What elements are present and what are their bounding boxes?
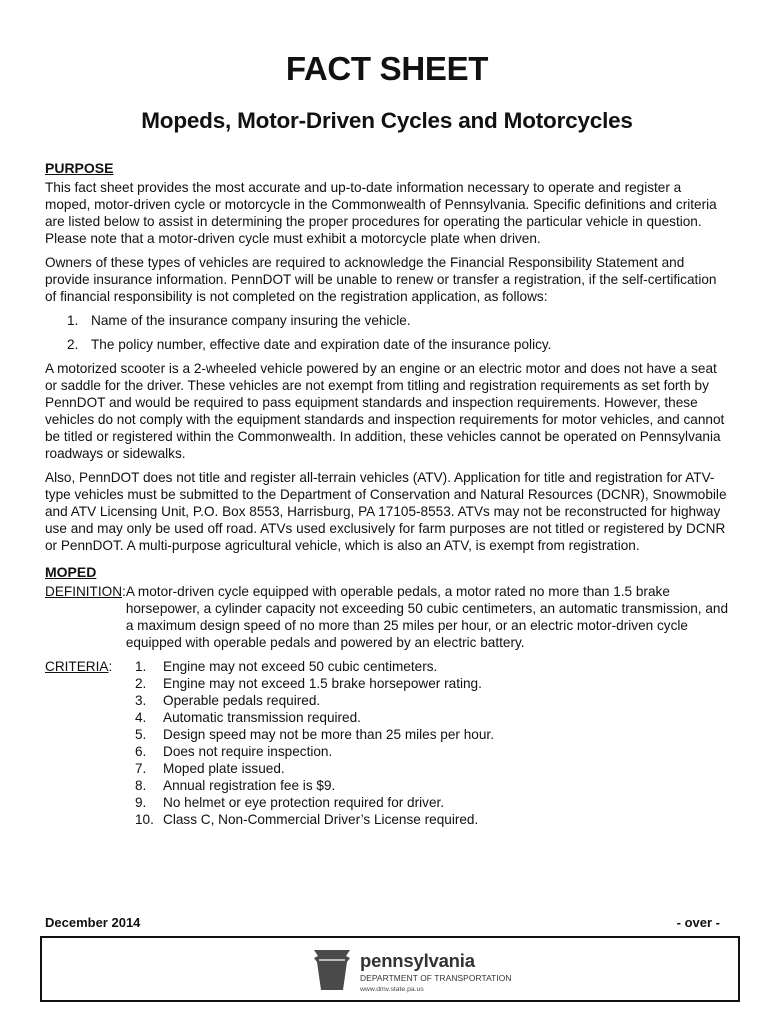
list-item: 8. Annual registration fee is $9. bbox=[135, 778, 336, 793]
moped-criteria: CRITERIA: 1. Engine may not exceed 50 cubic centimeters. 2. Engine may not exceed 1.5 brake horsepower rating. 3. Operable pedals required. 4. Automatic transmission required. 5. Design speed may not be more than 25 miles per hour. 6. Does not require inspection. 7. Moped plate issued. 8. Annual registration fee is $9. 9. No helmet or eye protection required for driver. 10. Class C, Non-Commercial Driver’s License required. bbox=[45, 659, 494, 827]
list-item: 7. Moped plate issued. bbox=[135, 761, 285, 776]
list-item: 1. Engine may not exceed 50 cubic centimeters. bbox=[135, 659, 438, 674]
purpose-paragraph-1: This fact sheet provides the most accurate and up-to-date information necessary to operate and register a moped, motor-driven cycle or motorcycle in the Commonwealth of Pennsylvania. Specific definitions and criteria are listed below to assist in determining the proper procedures for operating the particular vehicle in question. Please note that a motor-driven cycle must exhibit a motorcycle plate when driven. bbox=[45, 180, 717, 246]
list-item: 3. Operable pedals required. bbox=[135, 693, 321, 708]
list-item: 2. Engine may not exceed 1.5 brake horsepower rating. bbox=[135, 676, 482, 691]
purpose-paragraph-3: A motorized scooter is a 2-wheeled vehicle powered by an engine or an electric motor and does not have a seat or saddle for the driver. These vehicles are not exempt from titling and registration requirements as set forth by PennDOT and would be required to pass equipment standards and inspection requirements. However, these vehicles do not comply with the equipment standards and inspection requirements for motor vehicles, and cannot be titled or registered within the Commonwealth. In addition, these vehicles cannot be operated on Pennsylvania roadways or sidewalks. bbox=[45, 361, 725, 461]
list-item: 5. Design speed may not be more than 25 miles per hour. bbox=[135, 727, 494, 742]
list-item: 10. Class C, Non-Commercial Driver’s License required. bbox=[135, 812, 479, 827]
list-item: 4. Automatic transmission required. bbox=[135, 710, 361, 725]
document-body bbox=[45, 160, 729, 828]
list-item: 6. Does not require inspection. bbox=[135, 744, 333, 759]
footer-over: - over - bbox=[676, 915, 720, 930]
page-subtitle: Mopeds, Motor-Driven Cycles and Motorcycles bbox=[141, 108, 633, 133]
definition-text: A motor-driven cycle equipped with operable pedals, a motor rated no more than 1.5 brake horsepower, a cylinder capacity not exceeding 50 cubic centimeters, an automatic transmission, and a maximum design speed of no more than 25 miles per hour, or an electric motor-driven cycle equipped with operable pedals and powered by an electric battery. bbox=[125, 584, 729, 650]
logo-department: DEPARTMENT OF TRANSPORTATION bbox=[360, 973, 512, 983]
purpose-paragraph-2: Owners of these types of vehicles are required to acknowledge the Financial Responsibility Statement and provide insurance information. PennDOT will be unable to renew or transfer a registration, if the self-certification of financial responsibility is not completed on the registration application, as follows: bbox=[45, 255, 717, 304]
moped-heading: MOPED bbox=[45, 564, 97, 580]
penndot-logo bbox=[310, 946, 530, 994]
logo-url: www.dmv.state.pa.us bbox=[360, 986, 424, 993]
footer-date: December 2014 bbox=[45, 915, 141, 930]
insurance-list bbox=[45, 312, 729, 353]
criteria-list bbox=[135, 658, 494, 828]
list-item: 9. No helmet or eye protection required for driver. bbox=[135, 795, 445, 810]
list-item: 2. The policy number, effective date and expiration date of the insurance policy. bbox=[67, 337, 552, 352]
logo-box bbox=[40, 936, 740, 1002]
page-title: FACT SHEET bbox=[285, 50, 489, 87]
keystone-icon bbox=[310, 948, 354, 992]
purpose-heading: PURPOSE bbox=[45, 160, 114, 176]
list-item: 1. Name of the insurance company insuring the vehicle. bbox=[67, 313, 411, 328]
moped-definition: DEFINITION: A motor-driven cycle equipped with operable pedals, a motor rated no more than 1.5 brake horsepower, a cylinder capacity not exceeding 50 cubic centimeters, an automatic transmission, and a maximum design speed of no more than 25 miles per hour, or an electric motor-driven cycle equipped with operable pedals and powered by an electric battery. bbox=[45, 584, 729, 650]
criteria-label: CRITERIA bbox=[45, 659, 109, 674]
logo-name: pennsylvania bbox=[360, 950, 475, 971]
definition-label: DEFINITION bbox=[45, 584, 123, 599]
purpose-paragraph-4: Also, PennDOT does not title and register all-terrain vehicles (ATV). Application for title and registration for ATV-type vehicles must be submitted to the Department of Conservation and Natural Resources (DCNR), Snowmobile and ATV Licensing Unit, P.O. Box 8553, Harrisburg, PA 17105-8553. ATVs may not be reconstructed for highway use and may only be used off road. ATVs used exclusively for farm purposes are not titled or registered by DCNR or PennDOT. A multi-purpose agricultural vehicle, which is also an ATV, is exempt from registration. bbox=[45, 470, 727, 553]
